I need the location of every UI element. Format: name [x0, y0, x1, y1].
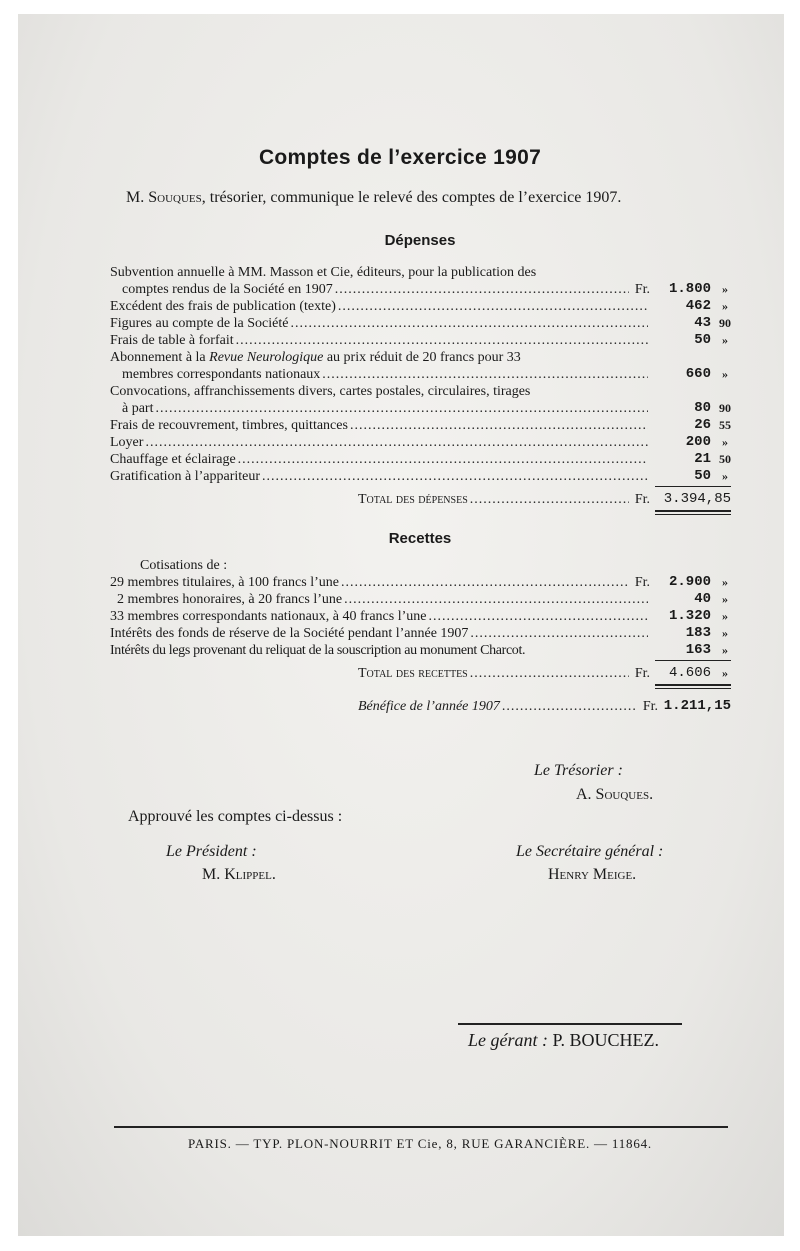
recette-label: Intérêts des fonds de réserve de la Société pendant l’année 1907 [110, 626, 469, 641]
recette-label: 29 membres titulaires, à 100 francs l’une [110, 575, 339, 590]
depense-label: Frais de table à forfait [110, 333, 234, 348]
total-recettes-line [358, 665, 650, 682]
president-title: Le Président : [166, 843, 257, 860]
depense-line [110, 349, 650, 366]
recette-mark: » [722, 575, 728, 589]
depense-line [110, 417, 650, 434]
recette-mark: » [722, 592, 728, 606]
leader-dots [290, 315, 648, 332]
depense-line [110, 315, 650, 332]
depense-amount: 660 [685, 366, 711, 382]
depense-line [122, 366, 650, 383]
benefice-label: Bénéfice de l’année 1907 [358, 699, 500, 714]
leader-dots [470, 665, 629, 682]
recette-line [117, 591, 650, 608]
recette-line [110, 608, 650, 625]
currency-label: Fr. [634, 282, 650, 297]
depense-amount: 26 [694, 417, 711, 433]
depense-line [110, 468, 650, 485]
depense-label: Frais de recouvrement, timbres, quittances [110, 418, 348, 433]
printer-footer: PARIS. — TYP. PLON-NOURRIT ET Cie, 8, RUE GARANCIÈRE. — 11864. [188, 1136, 652, 1151]
depense-cents: » [722, 469, 728, 483]
depense-cents: 90 [719, 316, 731, 330]
depense-cents: » [722, 435, 728, 449]
secretaire-title: Le Secrétaire général : [516, 843, 664, 860]
depense-label: au prix réduit de 20 francs pour 33 [323, 350, 521, 365]
currency-label: Fr. [642, 699, 658, 714]
intro-prefix: M. [126, 189, 145, 206]
depense-line [110, 434, 650, 451]
total-recettes-amount: 4.606 [668, 665, 711, 681]
recette-label: 33 membres correspondants nationaux, à 40 francs l’une [110, 609, 427, 624]
recette-mark: » [722, 626, 728, 640]
depense-amount: 21 [694, 451, 711, 467]
depense-line [122, 281, 650, 298]
gerant-rule [458, 1023, 682, 1025]
depense-line: Subvention annuelle à MM. Masson et Cie, éditeurs, pour la publication des [110, 265, 537, 280]
depense-label: Excédent des frais de publication (texte) [110, 299, 336, 314]
recette-amount: 183 [685, 625, 711, 641]
double-rule-top [655, 510, 731, 512]
recette-mark: » [722, 609, 728, 623]
leader-dots [344, 591, 648, 608]
gerant-label: Le gérant : [468, 1030, 548, 1050]
double-rule-bottom [655, 514, 731, 515]
leader-dots [236, 332, 648, 349]
leader-dots [322, 366, 648, 383]
depense-amount: 80 [694, 400, 711, 416]
currency-label: Fr. [634, 492, 650, 507]
recette-line [110, 625, 650, 642]
depense-amount: 1.800 [668, 281, 711, 297]
leader-dots [335, 281, 629, 298]
leader-dots [262, 468, 648, 485]
depense-amount: 50 [694, 468, 711, 484]
recette-amount: 2.900 [668, 574, 711, 590]
total-label: Total des recettes [358, 666, 468, 681]
section-heading-recettes: Recettes [388, 530, 452, 547]
benefice-line [358, 698, 658, 715]
depense-label: à part [122, 401, 154, 416]
leader-dots [338, 298, 648, 315]
leader-dots [470, 625, 648, 642]
depense-line [122, 400, 650, 417]
tresorier-name: A. Souques. [576, 786, 654, 803]
depense-line [110, 298, 650, 315]
depense-label: Chauffage et éclairage [110, 452, 236, 467]
currency-label: Fr. [634, 575, 650, 590]
depense-line: Convocations, affranchissements divers, cartes postales, circulaires, tirages [110, 384, 531, 399]
depense-amount: 50 [694, 332, 711, 348]
cotisations-subhead: Cotisations de : [140, 558, 228, 573]
depense-amount: 200 [685, 434, 711, 450]
total-depenses-line [358, 491, 650, 508]
gerant-name: P. BOUCHEZ. [552, 1030, 660, 1050]
footer-rule [114, 1126, 728, 1128]
total-depenses-amount: 3.394,85 [663, 491, 731, 507]
section-heading-depenses: Dépenses [384, 232, 456, 249]
page-title: Comptes de l’exercice 1907 [258, 146, 542, 169]
recette-amount: 1.320 [668, 608, 711, 624]
depense-line [110, 332, 650, 349]
leader-dots [350, 417, 648, 434]
depense-label: membres correspondants nationaux [122, 367, 321, 382]
president-name: M. Klippel. [202, 866, 276, 883]
recette-amount: 163 [685, 642, 711, 658]
depense-cents: » [722, 299, 728, 313]
depense-label: Figures au compte de la Société [110, 316, 289, 331]
depense-cents: » [722, 333, 728, 347]
intro-paragraph [126, 189, 621, 207]
secretaire-name: Henry Meige. [548, 866, 637, 883]
depense-label: comptes rendus de la Société en 1907 [122, 282, 333, 297]
depense-cents: » [722, 282, 728, 296]
depense-cents: 50 [719, 452, 731, 466]
gerant-line [468, 1030, 659, 1051]
benefice-amount: 1.211,15 [663, 698, 731, 714]
recette-line [110, 642, 650, 659]
depense-cents: 90 [719, 401, 731, 415]
leader-dots [341, 574, 629, 591]
leader-dots [428, 608, 648, 625]
total-label: Total des dépenses [358, 492, 468, 507]
leader-dots [502, 698, 637, 715]
depense-cents: 55 [719, 418, 731, 432]
intro-treasurer-name: Souques [148, 189, 202, 206]
revue-title: Revue Neurologique [209, 350, 324, 365]
recette-line [110, 574, 650, 591]
depense-amount: 462 [685, 298, 711, 314]
tresorier-title: Le Trésorier : [534, 762, 623, 779]
depense-label: Loyer [110, 435, 144, 450]
sum-rule [655, 660, 731, 661]
depense-label: Gratification à l’appariteur [110, 469, 261, 484]
leader-dots [238, 451, 648, 468]
total-recettes-mark: » [722, 666, 728, 680]
depense-amount: 43 [694, 315, 711, 331]
leader-dots [470, 491, 629, 508]
depense-line [110, 451, 650, 468]
leader-dots [145, 434, 648, 451]
recette-label: Intérêts du legs provenant du reliquat de la souscription au monument Charcot. [110, 643, 526, 658]
double-rule-top [655, 684, 731, 686]
approval-text: Approuvé les comptes ci-dessus : [128, 808, 343, 825]
recette-amount: 40 [694, 591, 711, 607]
sum-rule [655, 486, 731, 487]
double-rule-bottom [655, 688, 731, 689]
intro-text: , trésorier, communique le relevé des comptes de l’exercice 1907. [201, 189, 622, 206]
currency-label: Fr. [634, 666, 650, 681]
depense-label: Abonnement à la [110, 350, 210, 365]
recette-mark: » [722, 643, 728, 657]
recette-label: 2 membres honoraires, à 20 francs l’une [117, 592, 343, 607]
depense-cents: » [722, 367, 728, 381]
leader-dots [155, 400, 648, 417]
